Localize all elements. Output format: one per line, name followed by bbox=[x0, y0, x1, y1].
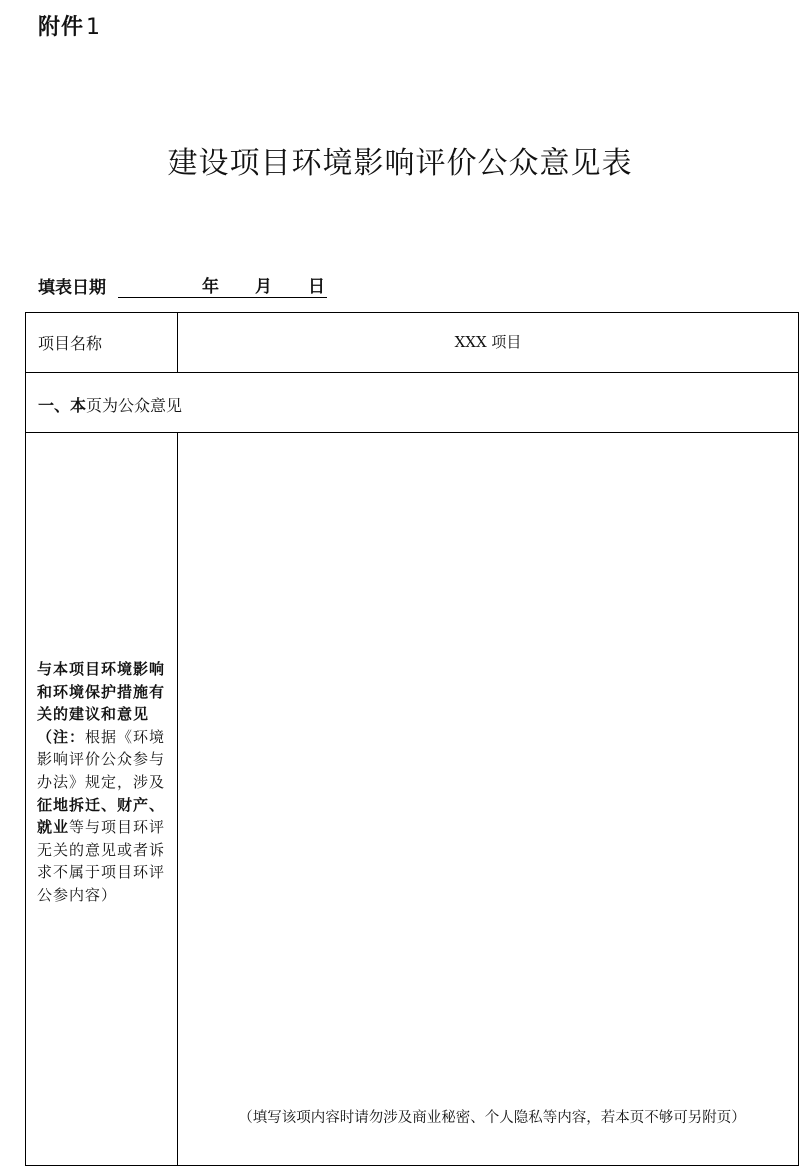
row-divider-1 bbox=[26, 372, 798, 373]
year-blank[interactable] bbox=[118, 277, 200, 298]
attachment-label: 附件1 bbox=[38, 15, 102, 40]
project-name-value[interactable]: XXX 项目 bbox=[454, 333, 522, 351]
fill-date-row bbox=[38, 272, 327, 298]
month-unit: 月 bbox=[253, 272, 274, 298]
footnote: （填写该项内容时请勿涉及商业秘密、个人隐私等内容，若本页不够可另附页） bbox=[238, 1110, 746, 1126]
year-unit: 年 bbox=[200, 272, 221, 298]
attachment-number: 1 bbox=[86, 15, 102, 40]
project-name-label: 项目名称 bbox=[38, 334, 103, 353]
fill-date-label: 填表日期 bbox=[38, 278, 106, 298]
day-unit: 日 bbox=[306, 272, 327, 298]
day-blank[interactable] bbox=[274, 277, 306, 298]
opinion-table bbox=[25, 312, 799, 1166]
page-title: 建设项目环境影响评价公众意见表 bbox=[167, 146, 633, 181]
opinion-label: 与本项目环境影响和环境保护措施有关的建议和意见（注：根据《环境影响评价公众参与办法》规定，涉及征地拆迁、财产、就业等与项目环评无关的意见或者诉求不属于项目环评公参内容） bbox=[37, 660, 166, 904]
section-heading: 一、本页为公众意见 bbox=[38, 396, 183, 415]
month-blank[interactable] bbox=[221, 277, 253, 298]
opinion-input-area[interactable] bbox=[178, 433, 798, 1093]
